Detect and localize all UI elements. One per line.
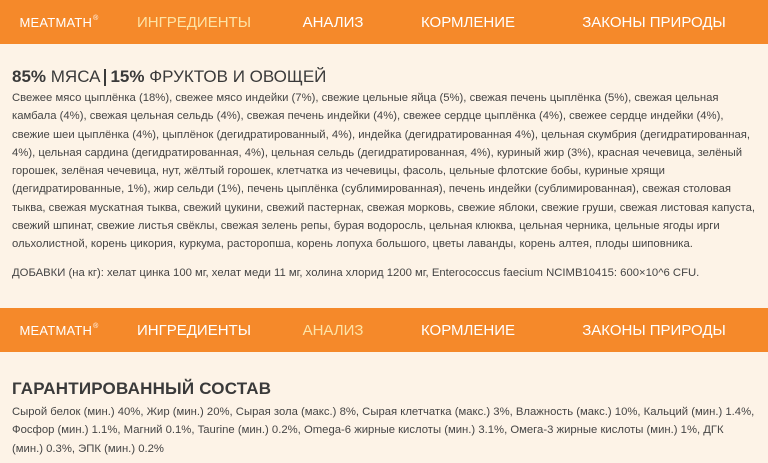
nav-tab-analysis[interactable]: АНАЛИЗ bbox=[302, 13, 364, 31]
analysis-text: Сырой белок (мин.) 40%, Жир (мин.) 20%, Сырая зола (макс.) 8%, Сырая клетчатка (макс.) 3%, Влажность (макс.) 10%, Кальций (мин.) 1.4%, Фосфор (мин.) 1.1%, Магний 0.1%, Taurine (мин.) 0.2%, Omega-6 жирные кислоты (мин.) 3.1%, Омега-3 жирные кислоты (мин.) 1%, ДГК (мин.) 0.3%, ЭПК (мин.) 0.2% bbox=[12, 406, 755, 455]
analysis-section bbox=[0, 352, 768, 463]
nav-brand-meatmath[interactable] bbox=[0, 308, 118, 352]
nav-tab-laws-of-nature[interactable]: ЗАКОНЫ ПРИРОДЫ bbox=[582, 13, 726, 31]
top-nav-analysis bbox=[0, 308, 768, 352]
nav-tab-laws-of-nature[interactable]: ЗАКОНЫ ПРИРОДЫ bbox=[582, 321, 726, 339]
meat-percent: 85% bbox=[12, 67, 47, 86]
meat-label: МЯСА bbox=[50, 67, 101, 86]
nav-tab-feeding[interactable]: КОРМЛЕНИЕ bbox=[420, 321, 516, 339]
nav-brand-meatmath[interactable] bbox=[0, 0, 118, 44]
fruit-percent: 15% bbox=[110, 67, 145, 86]
brand-registered-mark: ® bbox=[93, 322, 99, 330]
analysis-heading: ГАРАНТИРОВАННЫЙ СОСТАВ bbox=[12, 379, 272, 398]
ingredients-heading bbox=[12, 66, 756, 88]
additives-text: ДОБАВКИ (на кг): хелат цинка 100 мг, хелат меди 11 мг, холина хлорид 1200 мг, Enterococcus faecium NCIMB10415: 600×10^6 CFU. bbox=[12, 266, 700, 279]
brand-label: MEATMATH bbox=[19, 14, 93, 30]
top-nav-ingredients bbox=[0, 0, 768, 44]
brand-label: MEATMATH bbox=[19, 322, 93, 338]
fruit-label: ФРУКТОВ И ОВОЩЕЙ bbox=[149, 67, 327, 86]
ingredients-list: Свежее мясо цыплёнка (18%), свежее мясо индейки (7%), свежие цельные яйца (5%), свежая печень цыплёнка (5%), свежая цельная камбала (4%), свежая цельная сельдь (4%), свежая печень индейки (4%), свежее сердце цыплёнка (4%), свежее сердце индейки (4%), свежие шеи цыплёнка (4%), цыплёнок (дегидратированный, 4%), индейка (дегидратированная 4%), цельная скумбрия (дегидратированная, 4%), цельная сардина (дегидратированная, 4%), цельная сельдь (дегидратированная, 4%), куриный жир (3%), красная чечевица, зелёный горошек, зелёная чечевица, нут, жёлтый горошек, клетчатка из чечевицы, фасоль, цельные флотские бобы, куриные хрящи (дегидратированные, 1%), жир сельди (1%), печень цыплёнка (сублимированная), печень индейки (сублимированная), свежая столовая тыква, свежая мускатная тыква, свежий цукини, свежий пастернак, свежая морковь, свежие яблоки, свежие груши, свежая листовая капуста, свежий шпинат, свежие листья свёклы, свежая зелень репы, бурая водоросль, цельная клюква, цельная черника, цельные ягоды ирги ольхолистной, корень цикория, куркума, расторопша, корень лопуха большого, цветы лаванды, корень алтея, плоды шиповника. bbox=[12, 92, 755, 251]
nav-tab-feeding[interactable]: КОРМЛЕНИЕ bbox=[420, 13, 516, 31]
nav-tab-ingredients[interactable]: ИНГРЕДИЕНТЫ bbox=[137, 13, 251, 31]
nav-tab-ingredients[interactable]: ИНГРЕДИЕНТЫ bbox=[137, 321, 251, 339]
nav-tab-analysis[interactable]: АНАЛИЗ bbox=[302, 321, 364, 339]
ingredients-section bbox=[0, 44, 768, 308]
heading-divider bbox=[104, 69, 106, 86]
brand-registered-mark: ® bbox=[93, 14, 99, 22]
